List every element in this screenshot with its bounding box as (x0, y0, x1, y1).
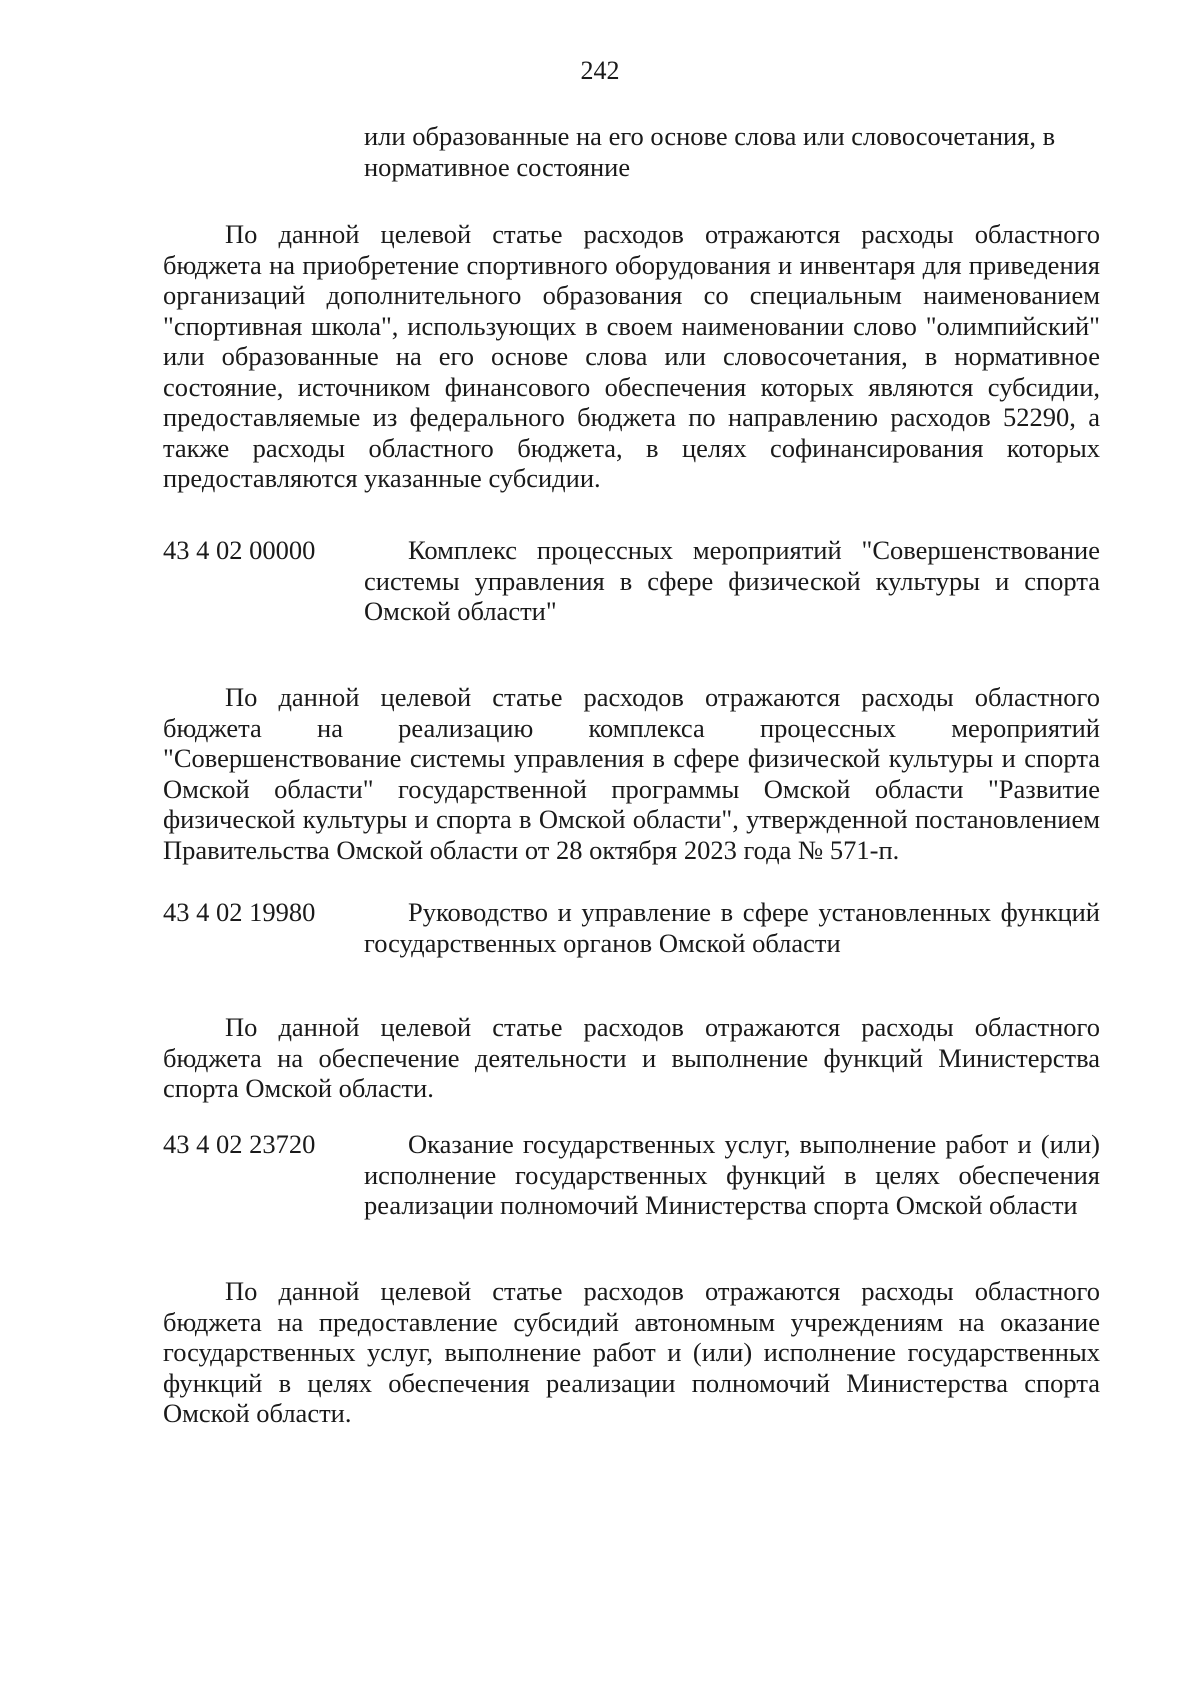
entry-title: Руководство и управление в сфере установленных функций государственных органов Омской области (364, 897, 1100, 958)
entry-code: 43 4 02 00000 (163, 535, 316, 565)
entry-description: По данной целевой статье расходов отражаются расходы областного бюджета на предоставление субсидий автономным учреждениям на оказание государственных услуг, выполнение работ и (или) исполнение государственных функций в целях обеспечения реализации полномочий Министерства спорта Омской области. (163, 1276, 1100, 1428)
entry-title: Оказание государственных услуг, выполнение работ и (или) исполнение государственных функций в целях обеспечения реализации полномочий Министерства спорта Омской области (364, 1129, 1100, 1220)
page-number: 242 (580, 56, 620, 85)
entry-code: 43 4 02 19980 (163, 897, 316, 927)
continuation-text: или образованные на его основе слова или словосочетания, в нормативное состояние (364, 121, 1056, 182)
entry-description: По данной целевой статье расходов отражаются расходы областного бюджета на реализацию комплекса процессных мероприятий "Совершенствование системы управления в сфере физической культуры и спорта Омской области" государственной программы Омской области "Развитие физической культуры и спорта в Омской области", утвержденной постановлением Правительства Омской области от 28 октября 2023 года № 571-п. (163, 682, 1100, 865)
entry-title: Комплекс процессных мероприятий "Совершенствование системы управления в сфере физической культуры и спорта Омской области" (364, 535, 1100, 626)
paragraph-subsidies: По данной целевой статье расходов отражаются расходы областного бюджета на приобретение спортивного оборудования и инвентаря для приведения организаций дополнительного образования со специальным наименованием "спортивная школа", использующих в своем наименовании слово "олимпийский" или образованные на его основе слова или словосочетания, в нормативное состояние, источником финансового обеспечения которых являются субсидии, предоставляемые из федерального бюджета по направлению расходов 52290, а также расходы областного бюджета, в целях софинансирования которых предоставляются указанные субсидии. (163, 219, 1100, 493)
entry-code: 43 4 02 23720 (163, 1129, 316, 1159)
entry-description: По данной целевой статье расходов отражаются расходы областного бюджета на обеспечение деятельности и выполнение функций Министерства спорта Омской области. (163, 1012, 1100, 1103)
